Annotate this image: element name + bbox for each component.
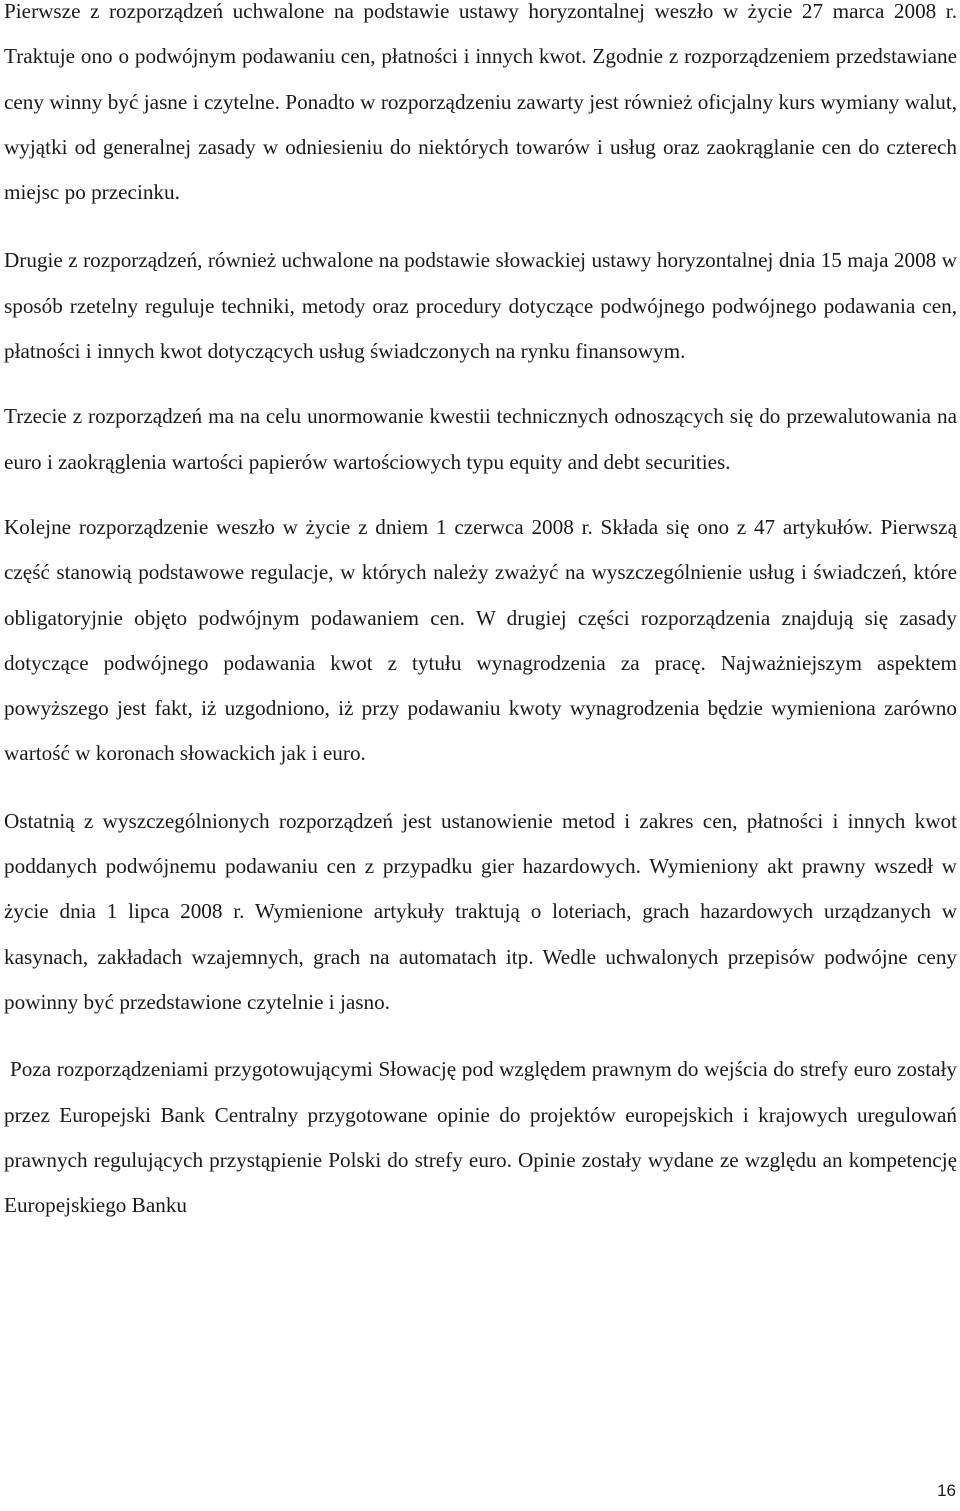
page-number: 16 bbox=[937, 1481, 956, 1500]
paragraph-3: Trzecie z rozporządzeń ma na celu unormowanie kwestii technicznych odnoszących się do przewalutowania na euro i zaokrąglenia wartości papierów wartościowych typu equity and debt securities. bbox=[4, 404, 957, 474]
paragraph-4: Kolejne rozporządzenie weszło w życie z dniem 1 czerwca 2008 r. Składa się ono z 47 artykułów. Pierwszą część stanowią podstawowe regulacje, w których należy zważyć na wyszczególnienie usług i świadczeń, które obligatoryjnie objęto podwójnym podawaniem cen. W drugiej części rozporządzenia znajdują się zasady dotyczące podwójnego podawania kwot z tytułu wynagrodzenia za pracę. Najważniejszym aspektem powyższego jest fakt, iż uzgodniono, iż przy podawaniu kwoty wynagrodzenia będzie wymieniona zarówno wartość w koronach słowackich jak i euro. bbox=[4, 514, 957, 766]
paragraph-5: Ostatnią z wyszczególnionych rozporządzeń jest ustanowienie metod i zakres cen, płatności i innych kwot poddanych podwójnemu podawaniu cen z przypadku gier hazardowych. Wymieniony akt prawny wszedł w życie dnia 1 lipca 2008 r. Wymienione artykuły traktują o loteriach, grach hazardowych urządzanych w kasynach, zakładach wzajemnych, grach na automatach itp. Wedle uchwalonych przepisów podwójne ceny powinny być przedstawione czytelnie i jasno. bbox=[4, 808, 957, 1014]
paragraph-1: Pierwsze z rozporządzeń uchwalone na podstawie ustawy horyzontalnej weszło w życie 27 marca 2008 r. Traktuje ono o podwójnym podawaniu cen, płatności i innych kwot. Zgodnie z rozporządzeniem przedstawiane ceny winny być jasne i czytelne. Ponadto w rozporządzeniu zawarty jest również oficjalny kurs wymiany walut, wyjątki od generalnej zasady w odniesieniu do niektórych towarów i usług oraz zaokrąglanie cen do czterech miejsc po przecinku. bbox=[4, 0, 957, 205]
paragraph-2: Drugie z rozporządzeń, również uchwalone na podstawie słowackiej ustawy horyzontalnej dnia 15 maja 2008 w sposób rzetelny reguluje techniki, metody oraz procedury dotyczące podwójnego podwójnego podawania cen, płatności i innych kwot dotyczących usług świadczonych na rynku finansowym. bbox=[4, 248, 957, 364]
paragraph-6: Poza rozporządzeniami przygotowującymi Słowację pod względem prawnym do wejścia do strefy euro zostały przez Europejski Bank Centralny przygotowane opinie do projektów europejskich i krajowych uregulowań prawnych regulujących przystąpienie Polski do strefy euro. Opinie zostały wydane ze względu an kompetencję Europejskiego Banku bbox=[4, 1057, 957, 1218]
document-page bbox=[4, 0, 957, 1228]
